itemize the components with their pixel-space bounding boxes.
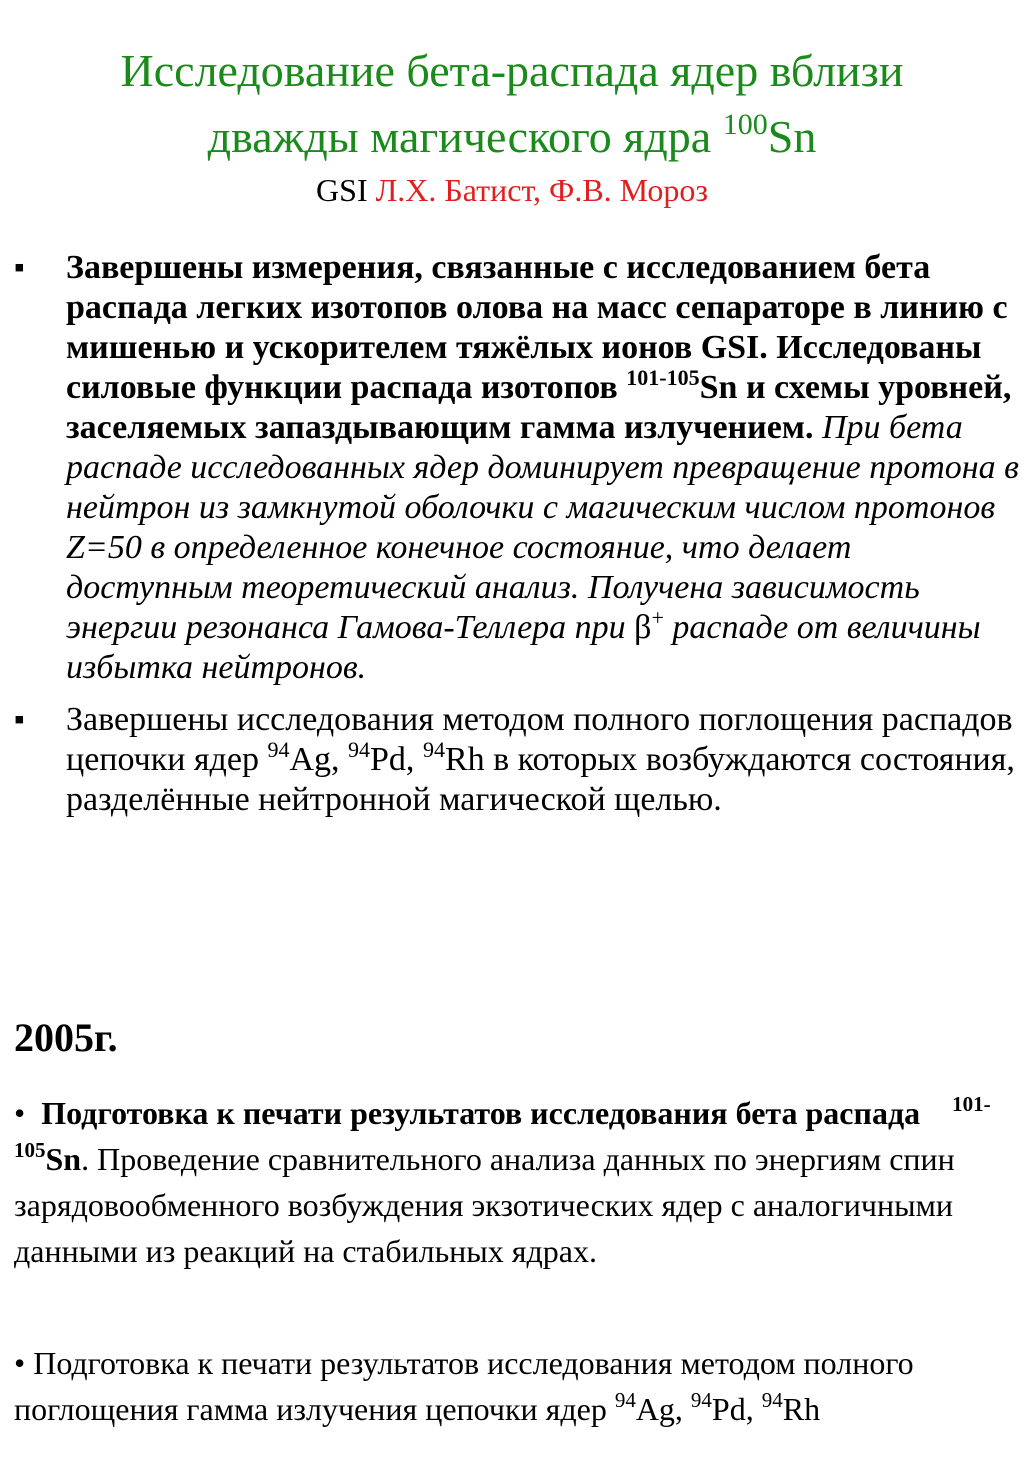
isotope-mass-pd: 94: [690, 1388, 712, 1412]
plan1-bold-text: Подготовка к печати результатов исследования бета распада: [41, 1095, 921, 1131]
page-title: [0, 38, 1024, 170]
isotope-mass-rh: 94: [422, 737, 445, 762]
square-bullet-icon: ▪: [14, 251, 25, 284]
title-element: Sn: [767, 111, 817, 162]
element-rh: Rh: [782, 1391, 821, 1427]
list-item: [0, 248, 1024, 688]
bullet1-italic-text-end: распаде от величины избытка нейтронов.: [66, 609, 981, 686]
year-heading: 2005г.: [14, 1015, 118, 1060]
element-ag: Ag,: [635, 1391, 691, 1427]
bullet1-bold-text-end: Sn и схемы уровней, заселяемых запаздывающим гамма излучением.: [66, 369, 1012, 446]
plan1-element: Sn: [45, 1141, 82, 1177]
title-mass-number: 100: [722, 108, 768, 141]
element-ag: Ag,: [289, 741, 349, 778]
isotope-mass-rh: 94: [761, 1388, 783, 1412]
title-line-2: дважды магического ядра: [207, 111, 723, 162]
round-bullet-icon: •: [14, 1095, 26, 1131]
isotope-mass-pd: 94: [348, 737, 371, 762]
bullet2-text: Завершены исследования методом полного поглощения распадов цепочки ядер: [66, 701, 1013, 778]
isotope-mass-ag: 94: [267, 737, 290, 762]
beta-symbol: β: [634, 609, 652, 646]
isotope-mass-ag: 94: [614, 1388, 636, 1412]
page-header: [0, 38, 1024, 210]
bullet1-italic-text: При бета распаде исследованных ядер доминирует превращение протона в нейтрон из замкнутой оболочки с магическим числом протонов Z=50 в определенное конечное состояние, что делает доступным теоретический анализ. Получена зависимость энергии резонанса Гамова-Теллера при: [66, 409, 1019, 646]
results-list: [0, 248, 1024, 832]
plan2-text: • Подготовка к печати результатов исследования методом полного поглощения гамма излучения цепочки ядер: [14, 1345, 914, 1427]
element-pd: Pd,: [711, 1391, 762, 1427]
bullet1-isotope-range: 101-105: [626, 365, 700, 390]
plan1-isotope-range: 101-105: [14, 1092, 991, 1162]
organization: GSI: [316, 172, 376, 208]
list-item: [0, 700, 1024, 820]
plan-item-2: [14, 1340, 1004, 1432]
bullet2-text-end: Rh в которых возбуждаются состояния, разделённые нейтронной магической щелью.: [66, 741, 1015, 818]
beta-plus-sign: +: [651, 605, 664, 630]
author-names: Л.Х. Батист, Ф.В. Мороз: [375, 172, 708, 208]
title-line-1: Исследование бета-распада ядер вблизи: [120, 45, 904, 96]
plan-item-1: [14, 1090, 1004, 1274]
element-pd: Pd,: [370, 741, 423, 778]
plan1-text: . Проведение сравнительного анализа данных по энергиям спин зарядовообменного возбуждения экзотических ядер с аналогичными данными из реакций на стабильных ядрах.: [14, 1141, 955, 1269]
authors-line: [0, 170, 1024, 210]
square-bullet-icon: ▪: [14, 703, 25, 736]
bullet1-bold-text: Завершены измерения, связанные с исследованием бета распада легких изотопов олова на масс сепараторе в линию с мишенью и ускорителем тяжёлых ионов GSI. Исследованы силовые функции распада изотопов: [66, 249, 1008, 406]
